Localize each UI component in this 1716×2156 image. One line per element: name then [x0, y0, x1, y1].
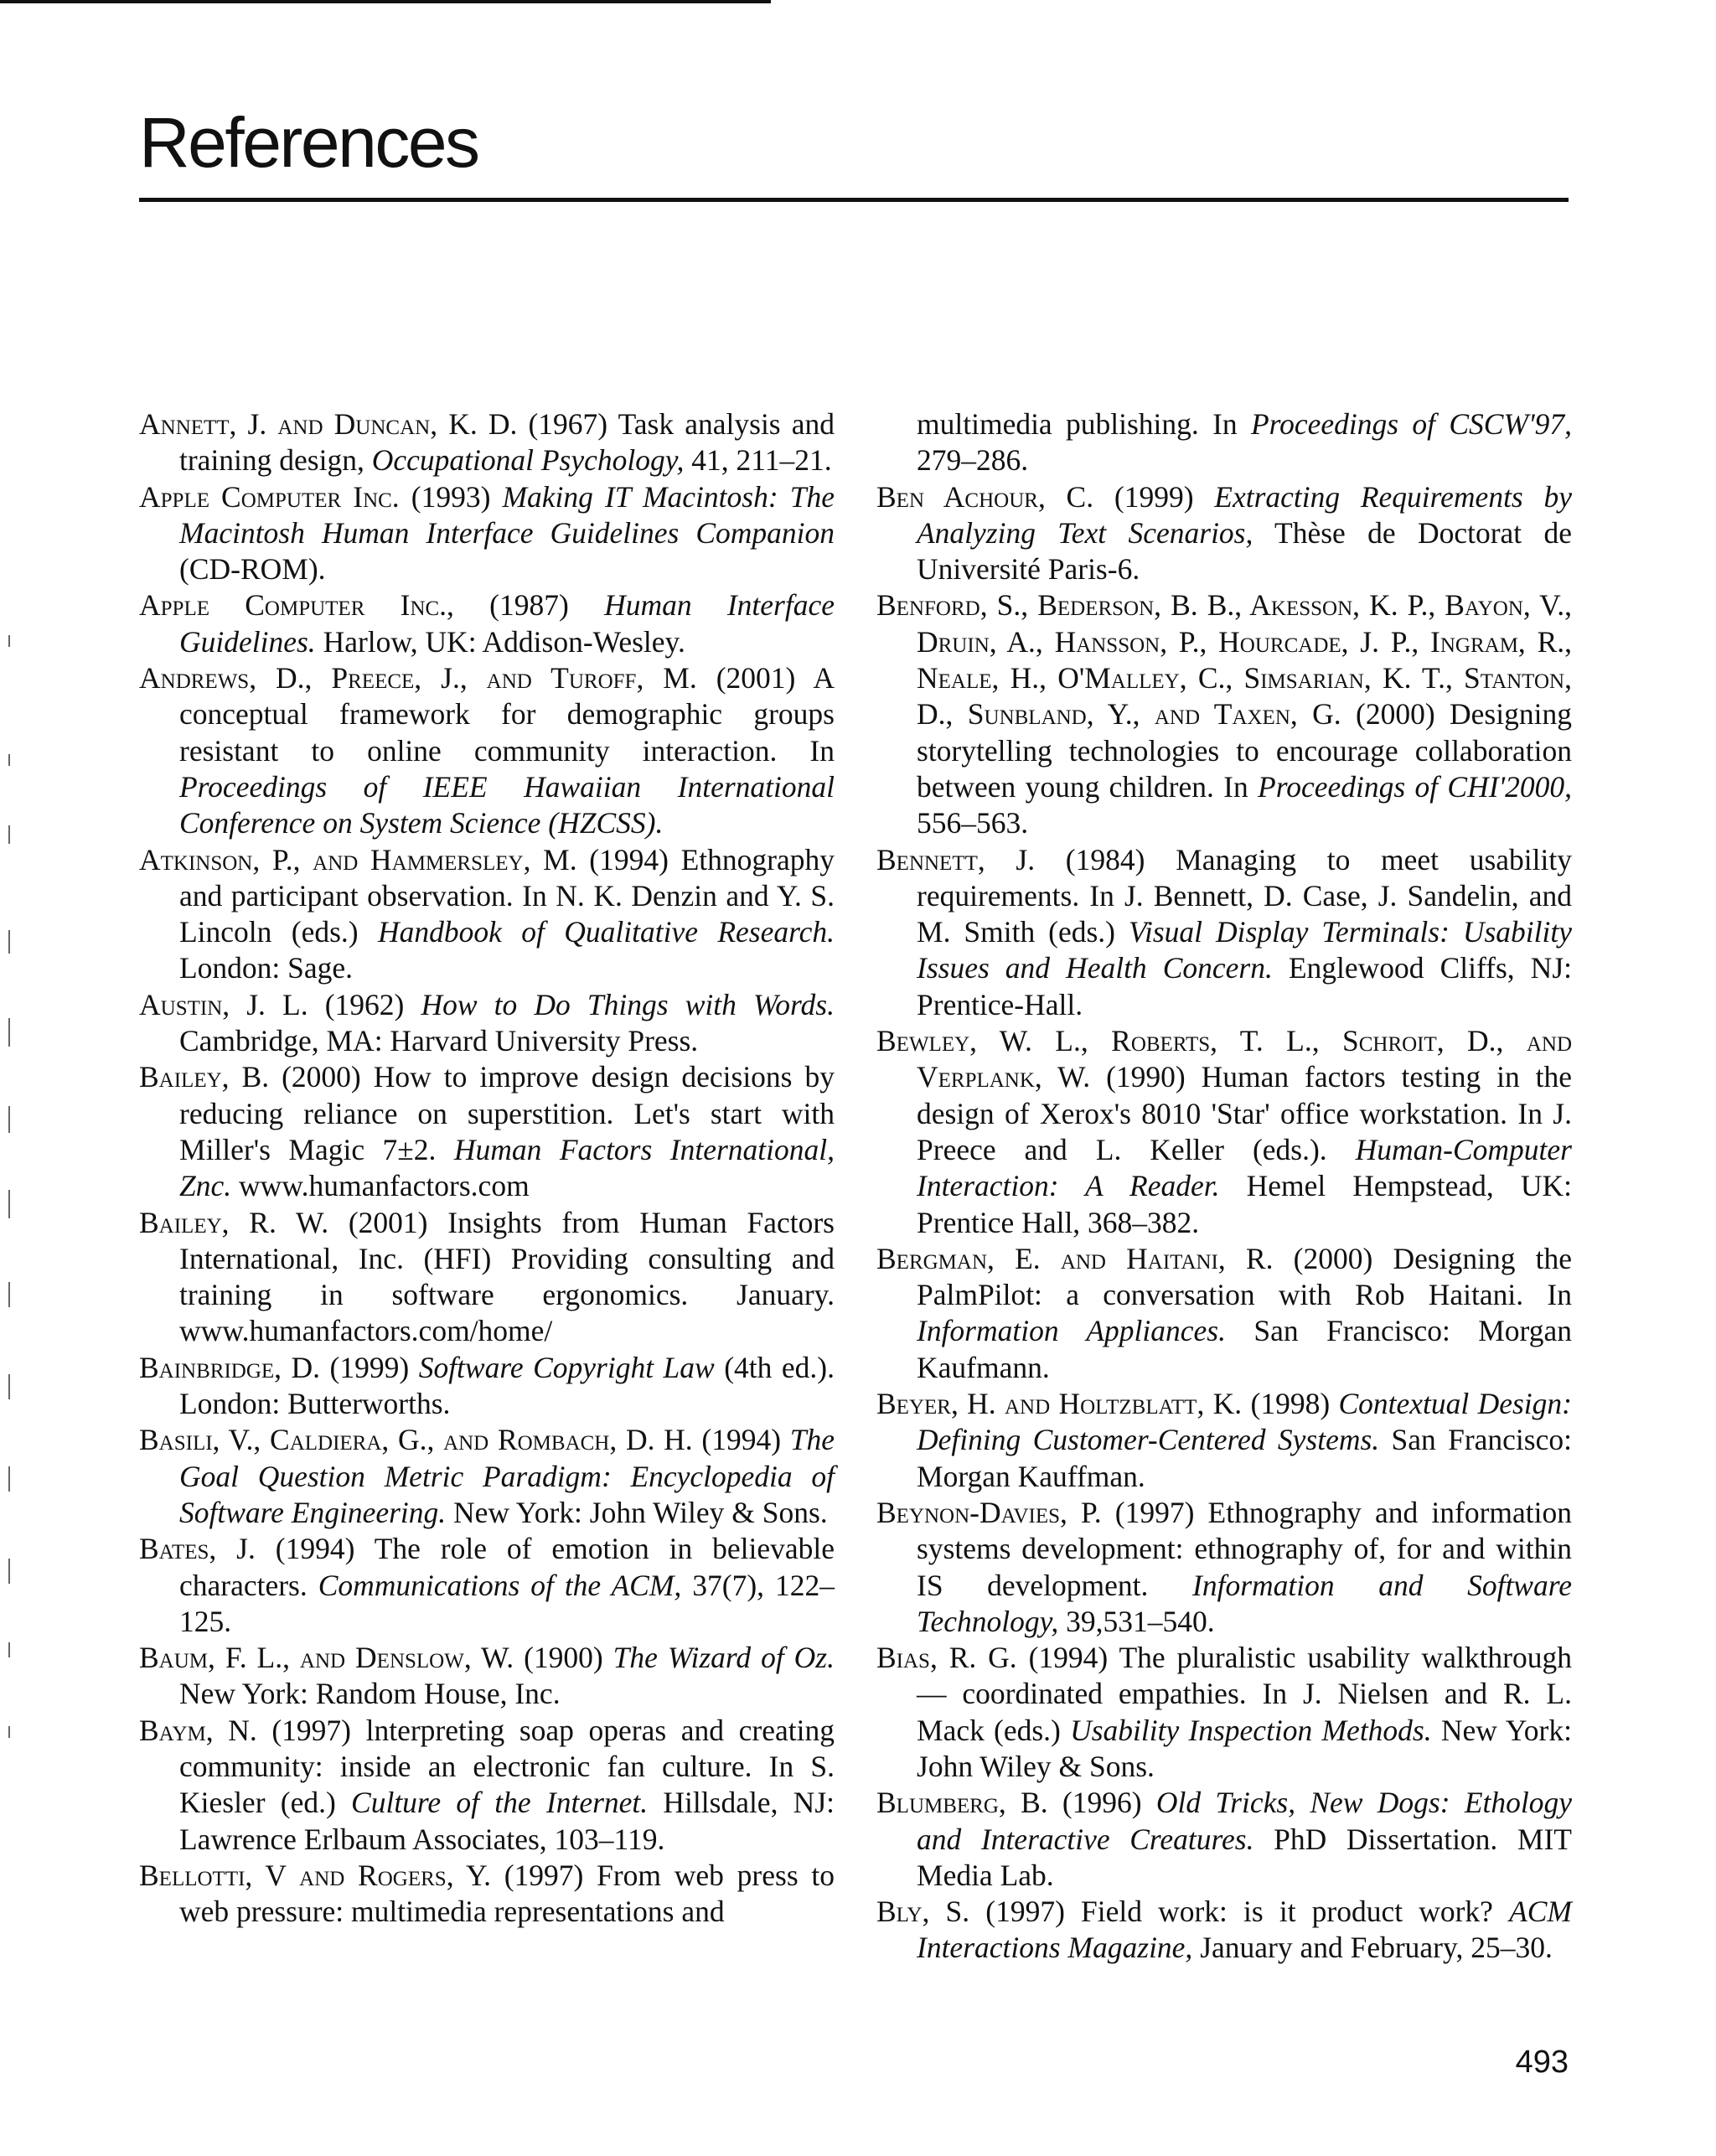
reference-text: (1997) From web press to web pressure: multimedia representations and [179, 1858, 835, 1929]
reference-text: (1997) lnterpreting soap operas and creating community: inside an electronic fan culture. In S. Kiesler (ed.) [179, 1713, 835, 1820]
reference-entry [876, 1785, 1572, 1894]
reference-entry [139, 660, 835, 841]
reference-details: Hillsdale, NJ: Lawrence Erlbaum Associates, 103–119. [179, 1786, 835, 1856]
reference-authors: Andrews, D., Preece, J., and Turoff, M. [139, 661, 697, 695]
reference-text: (1993) [399, 479, 503, 514]
reference-text: (1997) Field work: is it product work? [969, 1895, 1510, 1929]
page-title: References [139, 103, 478, 182]
reference-title: Information and Software Technology, [917, 1568, 1572, 1638]
reference-authors: Bellotti, V and Rogers, Y. [139, 1858, 491, 1892]
reference-title: The Goal Question Metric Paradigm: Encyclopedia of Software Engineering. [179, 1423, 835, 1529]
reference-details: (CD-ROM). [179, 552, 326, 587]
top-rule [0, 0, 771, 3]
reference-entry [139, 1713, 835, 1858]
reference-authors: Bailey, B. [139, 1060, 270, 1094]
reference-authors: Beyer, H. and Holtzblatt, K. [876, 1387, 1243, 1421]
reference-authors: Bennett, J. [876, 842, 1036, 876]
reference-details: Hemel Hempstead, UK: Prentice Hall, 368–382. [917, 1169, 1572, 1239]
reference-title: Human Factors International, Znc. [179, 1132, 835, 1203]
reference-text: (1990) Human factors testing in the design of Xerox's 8010 'Star' office workstation. In J. Preece and L. Keller (eds.). [917, 1060, 1572, 1166]
reference-authors: Apple Computer Inc. [139, 479, 400, 514]
reference-entry [876, 1386, 1572, 1495]
reference-text: (1900) [514, 1641, 613, 1675]
reference-authors: Blumberg, B. [876, 1786, 1048, 1820]
reference-entry [139, 479, 835, 588]
reference-details: PhD Dissertation. MIT Media Lab. [917, 1822, 1572, 1892]
reference-entry [876, 1023, 1572, 1241]
reference-title: Human-Computer Interaction: A Reader. [917, 1132, 1572, 1203]
reference-entry [876, 1241, 1572, 1386]
reference-text: (1998) [1242, 1387, 1339, 1421]
reference-authors: Bergman, E. and Haitani, R. [876, 1241, 1274, 1275]
reference-text: (1997) Ethnography and information systems development: ethnography of, for and within IS development. [917, 1495, 1572, 1602]
title-rule [139, 198, 1569, 202]
reference-entry [139, 587, 835, 660]
reference-title: Visual Display Terminals: Usability Issues and Health Concern. [917, 915, 1572, 985]
reference-details: New York: John Wiley & Sons. [446, 1495, 828, 1529]
reference-entry [139, 987, 835, 1060]
reference-text: (1999) [1093, 479, 1215, 514]
reference-text: (1994) The pluralistic usability walkthrough — coordinated empathies. In J. Nielsen and R. L. Mack (eds.) [917, 1641, 1573, 1747]
reference-title: Human Interface Guidelines. [179, 588, 835, 659]
reference-entry [139, 1531, 835, 1640]
page-number: 493 [1515, 2045, 1569, 2080]
reference-entry [876, 1640, 1572, 1785]
reference-entry [139, 1059, 835, 1204]
reference-title: Communications of the ACM, [318, 1568, 682, 1602]
reference-title: Extracting Requirements by Analyzing Text Scenarios, [917, 479, 1572, 550]
reference-entry [139, 1205, 835, 1350]
reference-title: The Wizard of Oz. [612, 1641, 835, 1675]
reference-title: Software Copyright Law [418, 1350, 715, 1384]
reference-title: How to Do Things with Words. [421, 987, 835, 1021]
reference-details: 39,531–540. [1058, 1604, 1215, 1638]
reference-details: www.humanfactors.com [231, 1169, 530, 1203]
reference-entry [139, 1422, 835, 1531]
reference-authors: Benford, S., Bederson, B. B., Akesson, K. P., Bayon, V., Druin, A., Hansson, P., Hourcade, J. P., Ingram, R., Neale, H., O'Malley, C., Simsarian, K. T., Stanton, D., Sunbland, Y., and Taxen, G. [876, 588, 1572, 732]
reference-details: January and February, 25–30. [1192, 1931, 1553, 1965]
reference-text: (1999) [320, 1350, 419, 1384]
reference-authors: Baym, N. [139, 1713, 257, 1747]
reference-title: Occupational Psychology, [371, 443, 685, 478]
reference-entry [139, 842, 835, 987]
reference-text: (2000) Designing the PalmPilot: a conversation with Rob Haitani. In [917, 1241, 1572, 1312]
left-column [139, 406, 835, 1930]
reference-continuation: multimedia publishing. In Proceedings of CSCW'97, 279–286. [917, 407, 1572, 478]
reference-details: Cambridge, MA: Harvard University Press. [179, 1024, 699, 1058]
reference-details: 41, 211–21. [684, 443, 832, 478]
reference-text: (1994) [692, 1423, 790, 1457]
reference-entry [876, 587, 1572, 841]
reference-entry [139, 1858, 835, 1931]
reference-details: 37(7), 122–125. [179, 1568, 835, 1638]
reference-text: (1987) [453, 588, 605, 623]
reference-authors: Atkinson, P., and Hammersley, M. [139, 842, 577, 876]
reference-authors: Apple Computer Inc., [139, 588, 454, 623]
reference-title: Making IT Macintosh: The Macintosh Human Interface Guidelines Companion [179, 479, 835, 550]
reference-authors: Bias, R. G. [876, 1641, 1017, 1675]
reference-text: (2000) How to improve design decisions by reducing reliance on superstition. Let's start with Miller's Magic 7±2. [179, 1060, 835, 1166]
reference-details: New York: Random House, Inc. [179, 1677, 561, 1711]
reference-details: 556–563. [917, 806, 1029, 840]
reference-authors: Annett, J. and Duncan, K. D. [139, 407, 518, 441]
reference-authors: Beynon-Davies, P. [876, 1495, 1102, 1529]
reference-entry [876, 842, 1572, 1023]
reference-entry [876, 1495, 1572, 1640]
reference-details: San Francisco: Morgan Kaufmann. [917, 1314, 1572, 1384]
reference-text: (1967) Task analysis and training design, [179, 407, 835, 478]
reference-authors: Bates, J. [139, 1532, 256, 1566]
reference-text: (1984) Managing to meet usability requirements. In J. Bennett, D. Case, J. Sandelin, and M. Smith (eds.) [917, 842, 1572, 949]
reference-details: New York: John Wiley & Sons. [917, 1713, 1572, 1783]
reference-text: (1962) [308, 987, 421, 1021]
reference-title: Old Tricks, New Dogs: Ethology and Interactive Creatures. [917, 1786, 1572, 1856]
reference-details: Thèse de Doctorat de Université Paris-6. [917, 515, 1572, 587]
reference-details: London: Sage. [179, 951, 354, 985]
reference-text: (2001) Insights from Human Factors International, Inc. (HFI) Providing consulting and training in software ergonomics. January. www.humanfactors.com/home/ [179, 1205, 835, 1348]
reference-entry [876, 479, 1572, 588]
reference-details: Englewood Cliffs, NJ: Prentice-Hall. [917, 951, 1573, 1021]
reference-authors: Bainbridge, D. [139, 1350, 321, 1384]
reference-authors: Bly, S. [876, 1895, 970, 1929]
reference-title: Contextual Design: Defining Customer-Centered Systems. [917, 1387, 1572, 1457]
reference-text: (1994) Ethnography and participant observation. In N. K. Denzin and Y. S. Lincoln (eds.) [179, 842, 835, 949]
reference-title: Proceedings of IEEE Hawaiian International Conference on System Science (HZCSS). [179, 769, 835, 840]
reference-entry [876, 1894, 1572, 1967]
reference-text: (1994) The role of emotion in believable characters. [179, 1532, 835, 1602]
reference-text: (1996) [1047, 1786, 1156, 1820]
reference-authors: Ben Achour, C. [876, 479, 1094, 514]
reference-entry [139, 1640, 835, 1713]
reference-title: ACM Interactions Magazine, [917, 1895, 1572, 1965]
reference-text: (2001) A conceptual framework for demographic groups resistant to online community interaction. In [179, 661, 835, 768]
reference-title: Usability Inspection Methods. [1070, 1713, 1432, 1747]
reference-entry [139, 1350, 835, 1423]
reference-title: Handbook of Qualitative Research. [378, 915, 835, 949]
reference-details: San Francisco: Morgan Kauffman. [917, 1423, 1572, 1493]
reference-entry [139, 406, 835, 479]
reference-title: Culture of the Internet. [351, 1786, 649, 1820]
right-column [876, 406, 1572, 1967]
reference-authors: Basili, V., Caldiera, G., and Rombach, D. H. [139, 1423, 693, 1457]
reference-text: (2000) Designing storytelling technologies to encourage collaboration between young children. In [917, 697, 1572, 804]
reference-details: Harlow, UK: Addison-Wesley. [315, 624, 685, 659]
reference-authors: Baum, F. L., and Denslow, W. [139, 1641, 514, 1675]
reference-title: Proceedings of CHI'2000, [1258, 769, 1572, 804]
reference-authors: Bailey, R. W. [139, 1205, 329, 1239]
reference-authors: Austin, J. L. [139, 987, 308, 1021]
reference-title: Information Appliances. [917, 1314, 1226, 1348]
reference-details: (4th ed.). London: Butterworths. [179, 1350, 835, 1421]
reference-authors: Bewley, W. L., Roberts, T. L., Schroit, D., and Verplank, W. [876, 1024, 1572, 1094]
